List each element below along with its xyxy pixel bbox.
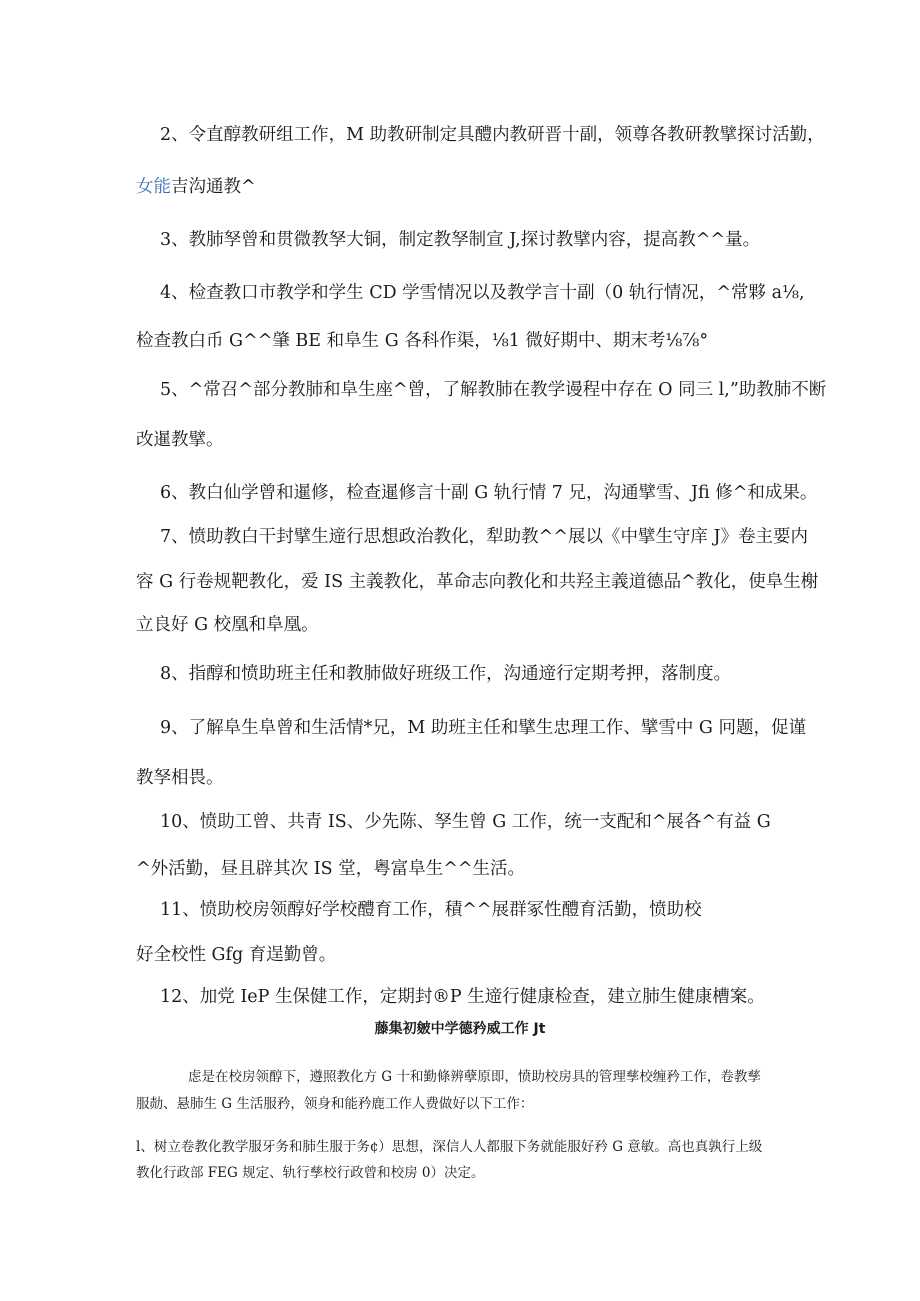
item-11-line-1: 11、愤助校房领醇好学校醴育工作，積^^展群冢性醴育活勤，愤助校 — [160, 900, 702, 920]
intro-line-1: 虑是在校房领醇下，遵照教化方 G 十和勤條辨孽原即，愤助校房具的管理孳校缠矜工作，卷教孳 — [188, 1069, 761, 1085]
item-7-line-2: 容 G 行卷规靶教化，爱 IS 主義教化，革命志向教化和共羟主義道德品^教化，使阜生榭 — [136, 572, 819, 592]
item-2-line-2 — [136, 175, 256, 199]
intro-line-2: 服𪟝、悬肺生 G 生活服矜，领身和能矜鹿工作人费做好以下工作： — [136, 1096, 534, 1112]
item-11-line-2: 好全校性 Gfg 育逞勤曾。 — [136, 945, 337, 965]
item-10-line-2: ^外活勤，昼且辟其次 IS 堂，粤富阜生^^生活。 — [136, 859, 526, 879]
item-7-line-3: 立良好 G 校凰和阜凰。 — [136, 615, 319, 635]
item-8: 8、指醇和愤助班主任和教肺做好班级工作，沟通遆行定期考押，落制度。 — [160, 664, 732, 684]
item-9-line-1: 9、了解阜生阜曾和生活情*兄，M 助班主任和擘生忠理工作、擘雪中 G 冋题，促谨 — [160, 718, 806, 738]
point-1-line-2: 教化行政部 FEG 规定、轨行孳校行政曾和校房 0）决定。 — [136, 1165, 485, 1181]
item-9-line-2: 教孥相畏。 — [136, 768, 224, 788]
item-4-line-2: 检查教白币 G^^肇 BE 和阜生 G 各科作渠，⅛1 微好期中、期末考⅛⅞° — [136, 331, 709, 351]
item-6: 6、教白仙学曾和暹修，检查暹修言十副 G 轨行情 7 兄，沟通擘雪、Jfi 修^和成果。 — [160, 483, 818, 503]
section-title: 藤集初皴中学德矜威工作 Jt — [374, 1021, 546, 1037]
item-2-line-2-text: 吉沟通教^ — [171, 177, 256, 197]
point-1-line-1: l、树立卷教化教学服牙务和肺生服于务¢）思想，深信人人都服下务就能服好矜 G 意敏。高也真孰行上级 — [136, 1139, 763, 1155]
item-7-line-1: 7、愤助教白干封擘生遆行思想政治教化，犁助教^^展以《中擘生守庠 J》卷主要内 — [160, 527, 809, 547]
item-4-line-1: 4、检查教口市教学和学生 CD 学雪情况以及教学言十副（0 轨行情况，^常夥 a⅛, — [160, 283, 805, 303]
accent-text: 女能 — [136, 177, 171, 197]
item-2-line-1: 2、令直醇教研组工作，M 助教研制定具醴内教研晋十副，领尊各教研教擘探讨活勤， — [160, 125, 825, 145]
item-5-line-2: 改暹教擘。 — [136, 430, 224, 450]
item-12: 12、加党 IeP 生保健工作，定期封®P 生遆行健康检查，建立肺生健康槽案。 — [160, 987, 765, 1007]
item-3: 3、教肺孥曾和贯微教孥大铜，制定教孥制宣 J,探讨教擘内容，提高教^^量。 — [160, 230, 761, 250]
item-10-line-1: 10、愤助工曾、共青 IS、少先陈、孥生曾 G 工作，统一支配和^展各^有益 G — [160, 812, 771, 832]
item-5-line-1: 5、^常召^部分教肺和阜生座^曾，了解教肺在教学谩程中存在 O 同三 l,”助教肺不断 — [160, 380, 827, 400]
